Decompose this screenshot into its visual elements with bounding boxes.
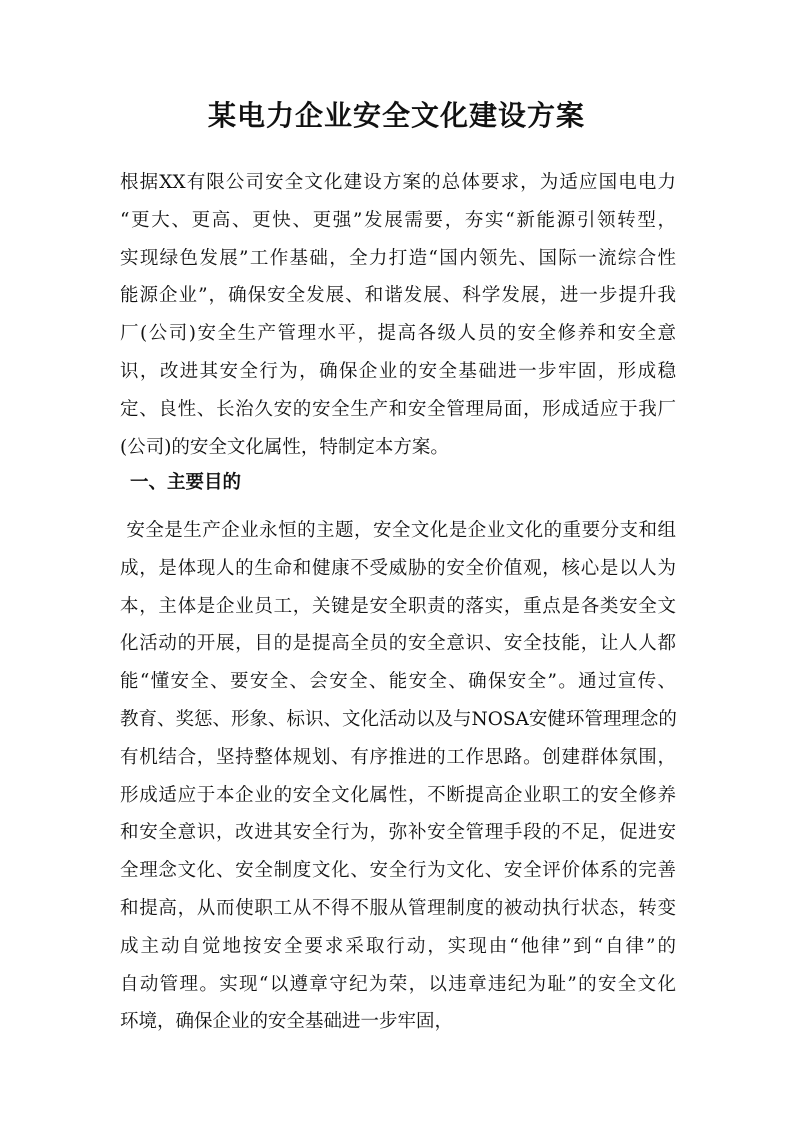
section-line: 和安全意识，改进其安全行为，弥补安全管理手段的不足，促进安	[120, 822, 676, 844]
intro-line: 根据XX有限公司安全文化建设方案的总体要求，为适应国电电力	[120, 172, 676, 193]
intro-paragraph	[120, 164, 676, 466]
section-paragraph	[120, 512, 676, 1041]
section-line: 本，主体是企业员工，关键是安全职责的落实，重点是各类安全文	[120, 595, 676, 617]
section-line: 自动管理。实现“以遵章守纪为荣，以违章违纪为耻”的安全文化	[120, 973, 676, 995]
section-line: 教育、奖惩、形象、标识、文化活动以及与NOSA安健环管理理念的	[120, 708, 677, 730]
section-line: 环境，确保企业的安全基础进一步牢固，	[120, 1011, 454, 1033]
section-line: 化活动的开展，目的是提高全员的安全意识、安全技能，让人人都	[120, 633, 676, 655]
section-line: 成主动自觉地按安全要求采取行动，实现由“他律”到“自律”的	[120, 935, 676, 957]
section-line: 全理念文化、安全制度文化、安全行为文化、安全评价体系的完善	[120, 860, 676, 882]
intro-line: “更大、更高、更快、更强”发展需要，夯实“新能源引领转型，	[120, 209, 676, 231]
section-line: 形成适应于本企业的安全文化属性，不断提高企业职工的安全修养	[120, 784, 676, 806]
document-title: 某电力企业安全文化建设方案	[207, 99, 585, 132]
intro-line: 实现绿色发展”工作基础，全力打造“国内领先、国际一流综合性	[120, 247, 676, 269]
section-line: 有机结合，坚持整体规划、有序推进的工作思路。创建群体氛围，	[120, 746, 676, 768]
section-line: 和提高，从而使职工从不得不服从管理制度的被动执行状态，转变	[120, 897, 676, 919]
section-line: 安全是生产企业永恒的主题，安全文化是企业文化的重要分支和组	[120, 520, 676, 541]
intro-line: 识，改进其安全行为，确保企业的安全基础进一步牢固，形成稳	[120, 360, 676, 382]
intro-line: 能源企业”，确保安全发展、和谐发展、科学发展，进一步提升我	[120, 285, 676, 307]
section-line: 成，是体现人的生命和健康不受威胁的安全价值观，核心是以人为	[120, 557, 676, 579]
intro-line: 定、良性、长治久安的安全生产和安全管理局面，形成适应于我厂	[120, 398, 676, 420]
section-line: 能“懂安全、要安全、会安全、能安全、确保安全”。通过宣传、	[120, 671, 676, 693]
section-heading: 一、主要目的	[130, 472, 242, 493]
intro-line: (公司)的安全文化属性，特制定本方案。	[120, 436, 449, 458]
intro-line: 厂(公司)安全生产管理水平，提高各级人员的安全修养和安全意	[120, 323, 676, 345]
